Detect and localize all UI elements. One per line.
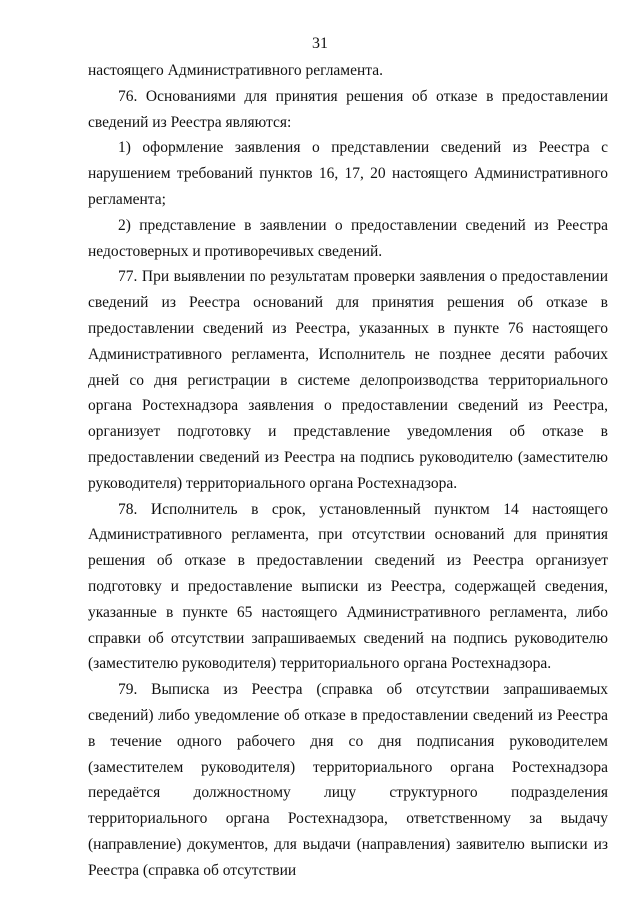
- document-body: [88, 58, 608, 884]
- paragraph-76-item-2: 2) представление в заявлении о предоставлении сведений из Реестра недостоверных и противоречивых сведений.: [88, 216, 608, 260]
- paragraph-76-item-1: 1) оформление заявления о представлении сведений из Реестра с нарушением требований пунктов 16, 17, 20 настоящего Административного регламента;: [88, 139, 608, 208]
- paragraph-77: 77. При выявлении по результатам проверки заявления о предоставлении сведений из Реестра оснований для принятия решения об отказе в предоставлении сведений из Реестра, указанных в пункте 76 настоящего Административного регламента, Исполнитель не позднее десяти рабочих дней со дня регистрации в системе делопроизводства территориального органа Ростехнадзора заявления о предоставлении сведений из Реестра, организует подготовку и представление уведомления об отказе в предоставлении сведений из Реестра на подпись руководителю (заместителю руководителя) территориального органа Ростехнадзора.: [88, 268, 608, 492]
- paragraph-continuation: настоящего Административного регламента.: [88, 62, 384, 79]
- paragraph-78: 78. Исполнитель в срок, установленный пунктом 14 настоящего Административного регламента, при отсутствии оснований для принятия решения об отказе в предоставлении сведений из Реестра организует подготовку и предоставление выписки из Реестра, содержащей сведения, указанные в пункте 65 настоящего Административного регламента, либо справки об отсутствии запрашиваемых сведений на подпись руководителю (заместителю руководителя) территориального органа Ростехнадзора.: [88, 500, 608, 673]
- paragraph-79: 79. Выписка из Реестра (справка об отсутствии запрашиваемых сведений) либо уведомление об отказе в предоставлении сведений из Реестра в течение одного рабочего дня со дня подписания руководителем (заместителем руководителя) территориального органа Ростехнадзора передаётся должностному лицу структурного подразделения территориального органа Ростехнадзора, ответственному за выдачу (направление) документов, для выдачи (направления) заявителю выписки из Реестра (справка об отсутствии: [88, 681, 608, 879]
- paragraph-76: 76. Основаниями для принятия решения об отказе в предоставлении сведений из Реестра являются:: [88, 87, 608, 131]
- page-number: 31: [312, 35, 328, 52]
